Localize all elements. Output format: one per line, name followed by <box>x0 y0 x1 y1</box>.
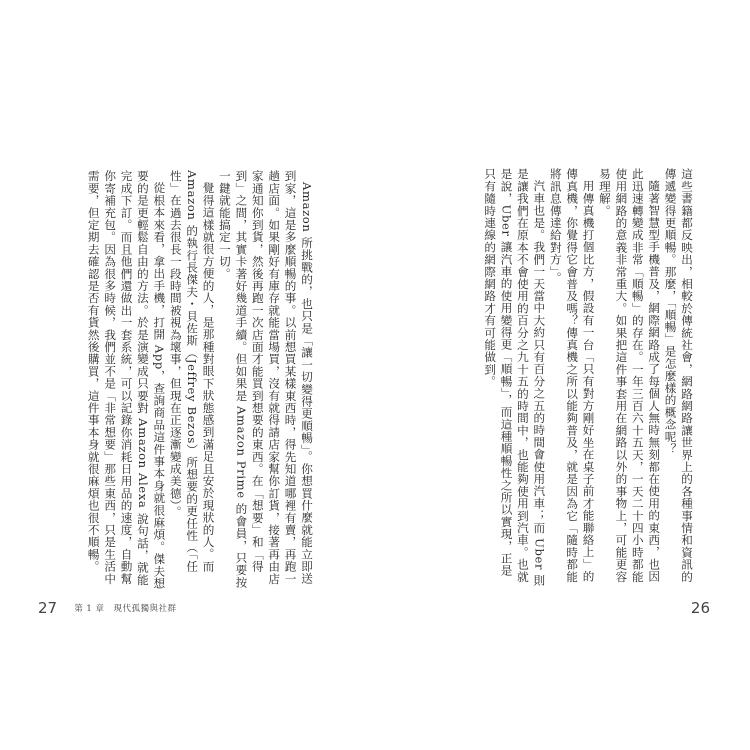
left-page-footer <box>38 598 177 617</box>
right-page-body <box>430 168 695 588</box>
right-paragraph-1: 隨著智慧型手機普及，網際網路成了每個人無時無刻都在使用的東西，也因此迅速轉變成非常「順暢」的存在。一年三百六十五天，一天二十四小時都能使用網路的意義非常重大。如果把這件事套用在網路以外的事物上，可能更容易理解。 <box>597 168 662 583</box>
right-page <box>375 0 750 750</box>
left-page-body <box>15 170 315 590</box>
left-paragraph-3: 從根本來看，拿出手機，打開 App，查詢商品這件事本身就很麻煩。傑夫想要的是更輕鬆自由的方法。於是演變成只要對 Amazon Alexa 說句話，就能完成下訂。而且他們還做出一套系統，可以記錄你消耗日用品的速度，自動幫你寄補充包。因為很多時候，我們並不是「非常想要」那些東西，只是生活中需要，但定期去確認是否有貨然後購買，這件事本身就很麻煩也很不順暢。 <box>86 170 167 590</box>
left-running-head: 第 1 章 現代孤獨與社群 <box>74 604 177 614</box>
left-paragraph-1: Amazon 所挑戰的，也只是「讓一切變得更順暢」。你想買什麼就能立即送到家，這是多麼順暢的事。以前想買某樣東西時，得先知道哪裡有賣，再跑一趟店面。如果剛好有庫存就能當場買，沒有就得請店家幫你訂貨，接著再由店家通知你到貨，然後再跑一次店面才能買到想要的東西。在「想要」和「得到」之間，其實卡著好幾道手續。但如果是 Amazon Prime 的會員，只要按一鍵就能搞定一切。 <box>217 170 314 589</box>
left-page-number: 27 <box>38 599 58 617</box>
right-paragraph-2: 用傳真機打個比方，假設有一台「只有對方剛好坐在桌子前才能聯絡上」的傳真機，你覺得它會普及嗎？傳真機之所以能夠普及，就是因為它「隨時都能將訊息傳達給對方」。 <box>548 168 596 583</box>
right-continued-paragraph: 這些書籍都反映出，相較於傳統社會，網路網路讓世界上的各種事情和資訊的傳遞變得更順暢。那麼，「順暢」是怎麼樣的概念呢？ <box>663 168 694 583</box>
left-paragraph-2: 覺得這樣就很方便的人，是那種對眼下狀態感到滿足且安於現狀的人。而 Amazon 的執行長傑夫・貝佐斯（Jeffrey Bezos）所想要的更任性（「任性」在過去很長一段時間被視為壞事，但現在正逐漸變成美德）。 <box>168 170 216 573</box>
right-page-footer <box>691 598 710 617</box>
right-paragraph-3: 汽車也是。我們一天當中大約只有百分之五的時間會使用汽車；而 Uber 則是讓我們在原本不會使用的百分之九十五的時間中，也能夠使用到汽車。也就是說，Uber 讓汽車的使用變得更「順暢」，而這種順暢性之所以實現，正是只有隨時連線的網際網路才有可能做到。 <box>483 168 547 587</box>
right-page-number: 26 <box>690 599 710 617</box>
